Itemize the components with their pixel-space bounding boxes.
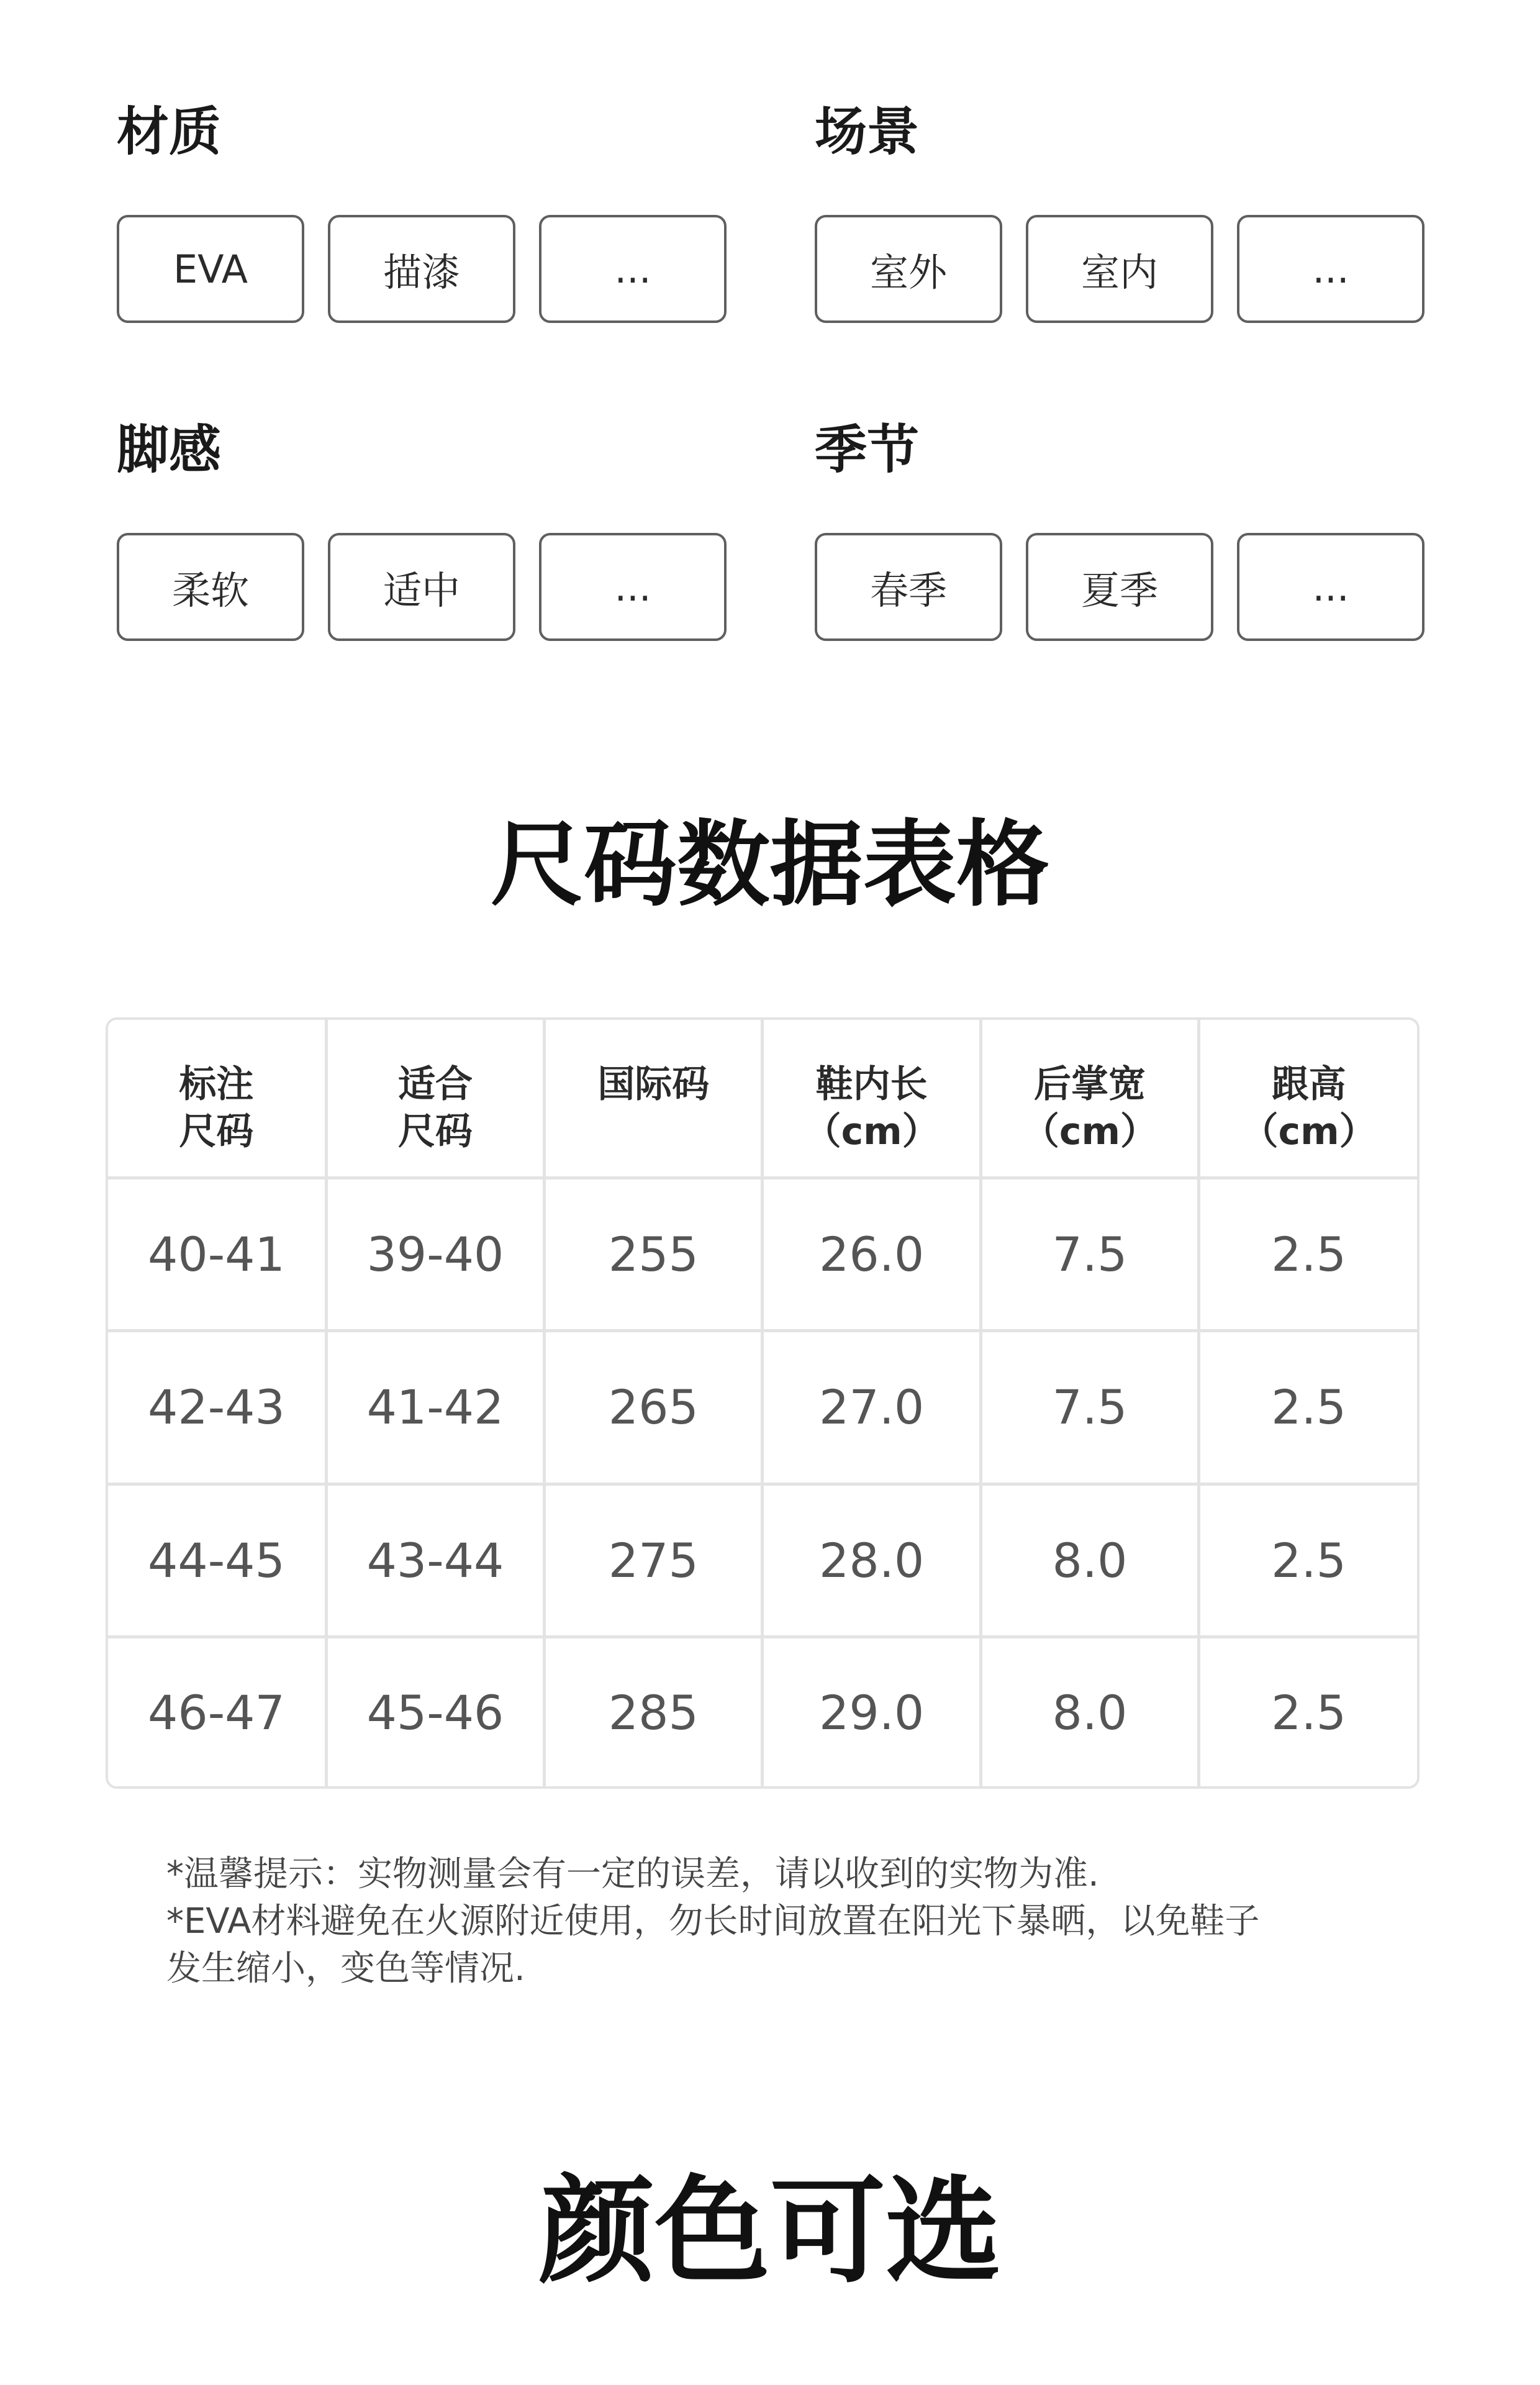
scene-option-indoor[interactable]: 室内 bbox=[1026, 215, 1213, 323]
table-cell: 255 bbox=[545, 1178, 763, 1331]
header-intl-size bbox=[545, 1020, 763, 1178]
season-option-spring[interactable]: 春季 bbox=[815, 533, 1002, 641]
table-cell: 41-42 bbox=[326, 1331, 544, 1484]
table-cell: 44-45 bbox=[108, 1484, 326, 1637]
header-insole-length bbox=[763, 1020, 981, 1178]
table-cell: 40-41 bbox=[108, 1178, 326, 1331]
header-labeled-size bbox=[108, 1020, 326, 1178]
season-option-more[interactable]: ... bbox=[1237, 533, 1424, 641]
table-header-row bbox=[108, 1020, 1417, 1178]
table-cell: 27.0 bbox=[763, 1331, 981, 1484]
table-cell: 7.5 bbox=[981, 1331, 1198, 1484]
table-cell: 265 bbox=[545, 1331, 763, 1484]
material-option-paint[interactable]: 描漆 bbox=[328, 215, 515, 323]
table-cell: 39-40 bbox=[326, 1178, 544, 1331]
size-chart-title: 尺码数据表格 bbox=[490, 811, 1049, 919]
note-eva-warning-continued: 发生缩小，变色等情况. bbox=[166, 1948, 525, 1989]
comfort-option-medium[interactable]: 适中 bbox=[328, 533, 515, 641]
note-eva-warning: *EVA材料避免在火源附近使用，勿长时间放置在阳光下暴晒，以免鞋子 bbox=[166, 1901, 1260, 1942]
note-tip: *温馨提示：实物测量会有一定的误差，请以收到的实物为准. bbox=[166, 1854, 1099, 1894]
header-line: 尺码 bbox=[397, 1110, 473, 1153]
header-line: 尺码 bbox=[179, 1110, 254, 1153]
season-title: 季节 bbox=[815, 419, 920, 480]
header-line: （cm） bbox=[804, 1110, 940, 1153]
comfort-title: 脚感 bbox=[117, 419, 222, 480]
table-cell: 45-46 bbox=[326, 1637, 544, 1786]
scene-option-outdoor[interactable]: 室外 bbox=[815, 215, 1002, 323]
table-row bbox=[108, 1484, 1417, 1637]
table-cell: 26.0 bbox=[763, 1178, 981, 1331]
season-option-summer[interactable]: 夏季 bbox=[1026, 533, 1213, 641]
scene-title: 场景 bbox=[815, 101, 920, 162]
table-cell: 42-43 bbox=[108, 1331, 326, 1484]
table-row bbox=[108, 1637, 1417, 1786]
header-heel-width bbox=[981, 1020, 1198, 1178]
header-line: 适合 bbox=[397, 1063, 473, 1106]
table-row bbox=[108, 1331, 1417, 1484]
table-cell: 28.0 bbox=[763, 1484, 981, 1637]
table-cell: 2.5 bbox=[1199, 1178, 1417, 1331]
table-cell: 2.5 bbox=[1199, 1484, 1417, 1637]
table-cell: 275 bbox=[545, 1484, 763, 1637]
color-options-title: 颜色可选 bbox=[538, 2164, 1001, 2299]
notes bbox=[166, 1851, 1384, 1992]
material-option-more[interactable]: ... bbox=[539, 215, 727, 323]
table-cell: 46-47 bbox=[108, 1637, 326, 1786]
table-cell: 2.5 bbox=[1199, 1637, 1417, 1786]
table-cell: 7.5 bbox=[981, 1178, 1198, 1331]
table-cell: 29.0 bbox=[763, 1637, 981, 1786]
table-row bbox=[108, 1178, 1417, 1331]
table-cell: 43-44 bbox=[326, 1484, 544, 1637]
scene-option-more[interactable]: ... bbox=[1237, 215, 1424, 323]
header-line: （cm） bbox=[1021, 1110, 1158, 1153]
header-line: 跟高 bbox=[1271, 1063, 1346, 1106]
table-cell: 2.5 bbox=[1199, 1331, 1417, 1484]
comfort-option-more[interactable]: ... bbox=[539, 533, 727, 641]
header-line: 后掌宽 bbox=[1033, 1063, 1146, 1106]
header-fit-size bbox=[326, 1020, 544, 1178]
header-line: 鞋内长 bbox=[815, 1063, 928, 1106]
header-line: （cm） bbox=[1241, 1110, 1377, 1153]
table-cell: 8.0 bbox=[981, 1637, 1198, 1786]
table-cell: 285 bbox=[545, 1637, 763, 1786]
material-option-eva[interactable]: EVA bbox=[117, 215, 304, 323]
header-line: 标注 bbox=[179, 1063, 254, 1106]
comfort-option-soft[interactable]: 柔软 bbox=[117, 533, 304, 641]
table-cell: 8.0 bbox=[981, 1484, 1198, 1637]
material-title: 材质 bbox=[117, 101, 222, 162]
size-table bbox=[106, 1017, 1420, 1789]
header-line: 国际码 bbox=[597, 1063, 710, 1106]
header-heel-height bbox=[1199, 1020, 1417, 1178]
